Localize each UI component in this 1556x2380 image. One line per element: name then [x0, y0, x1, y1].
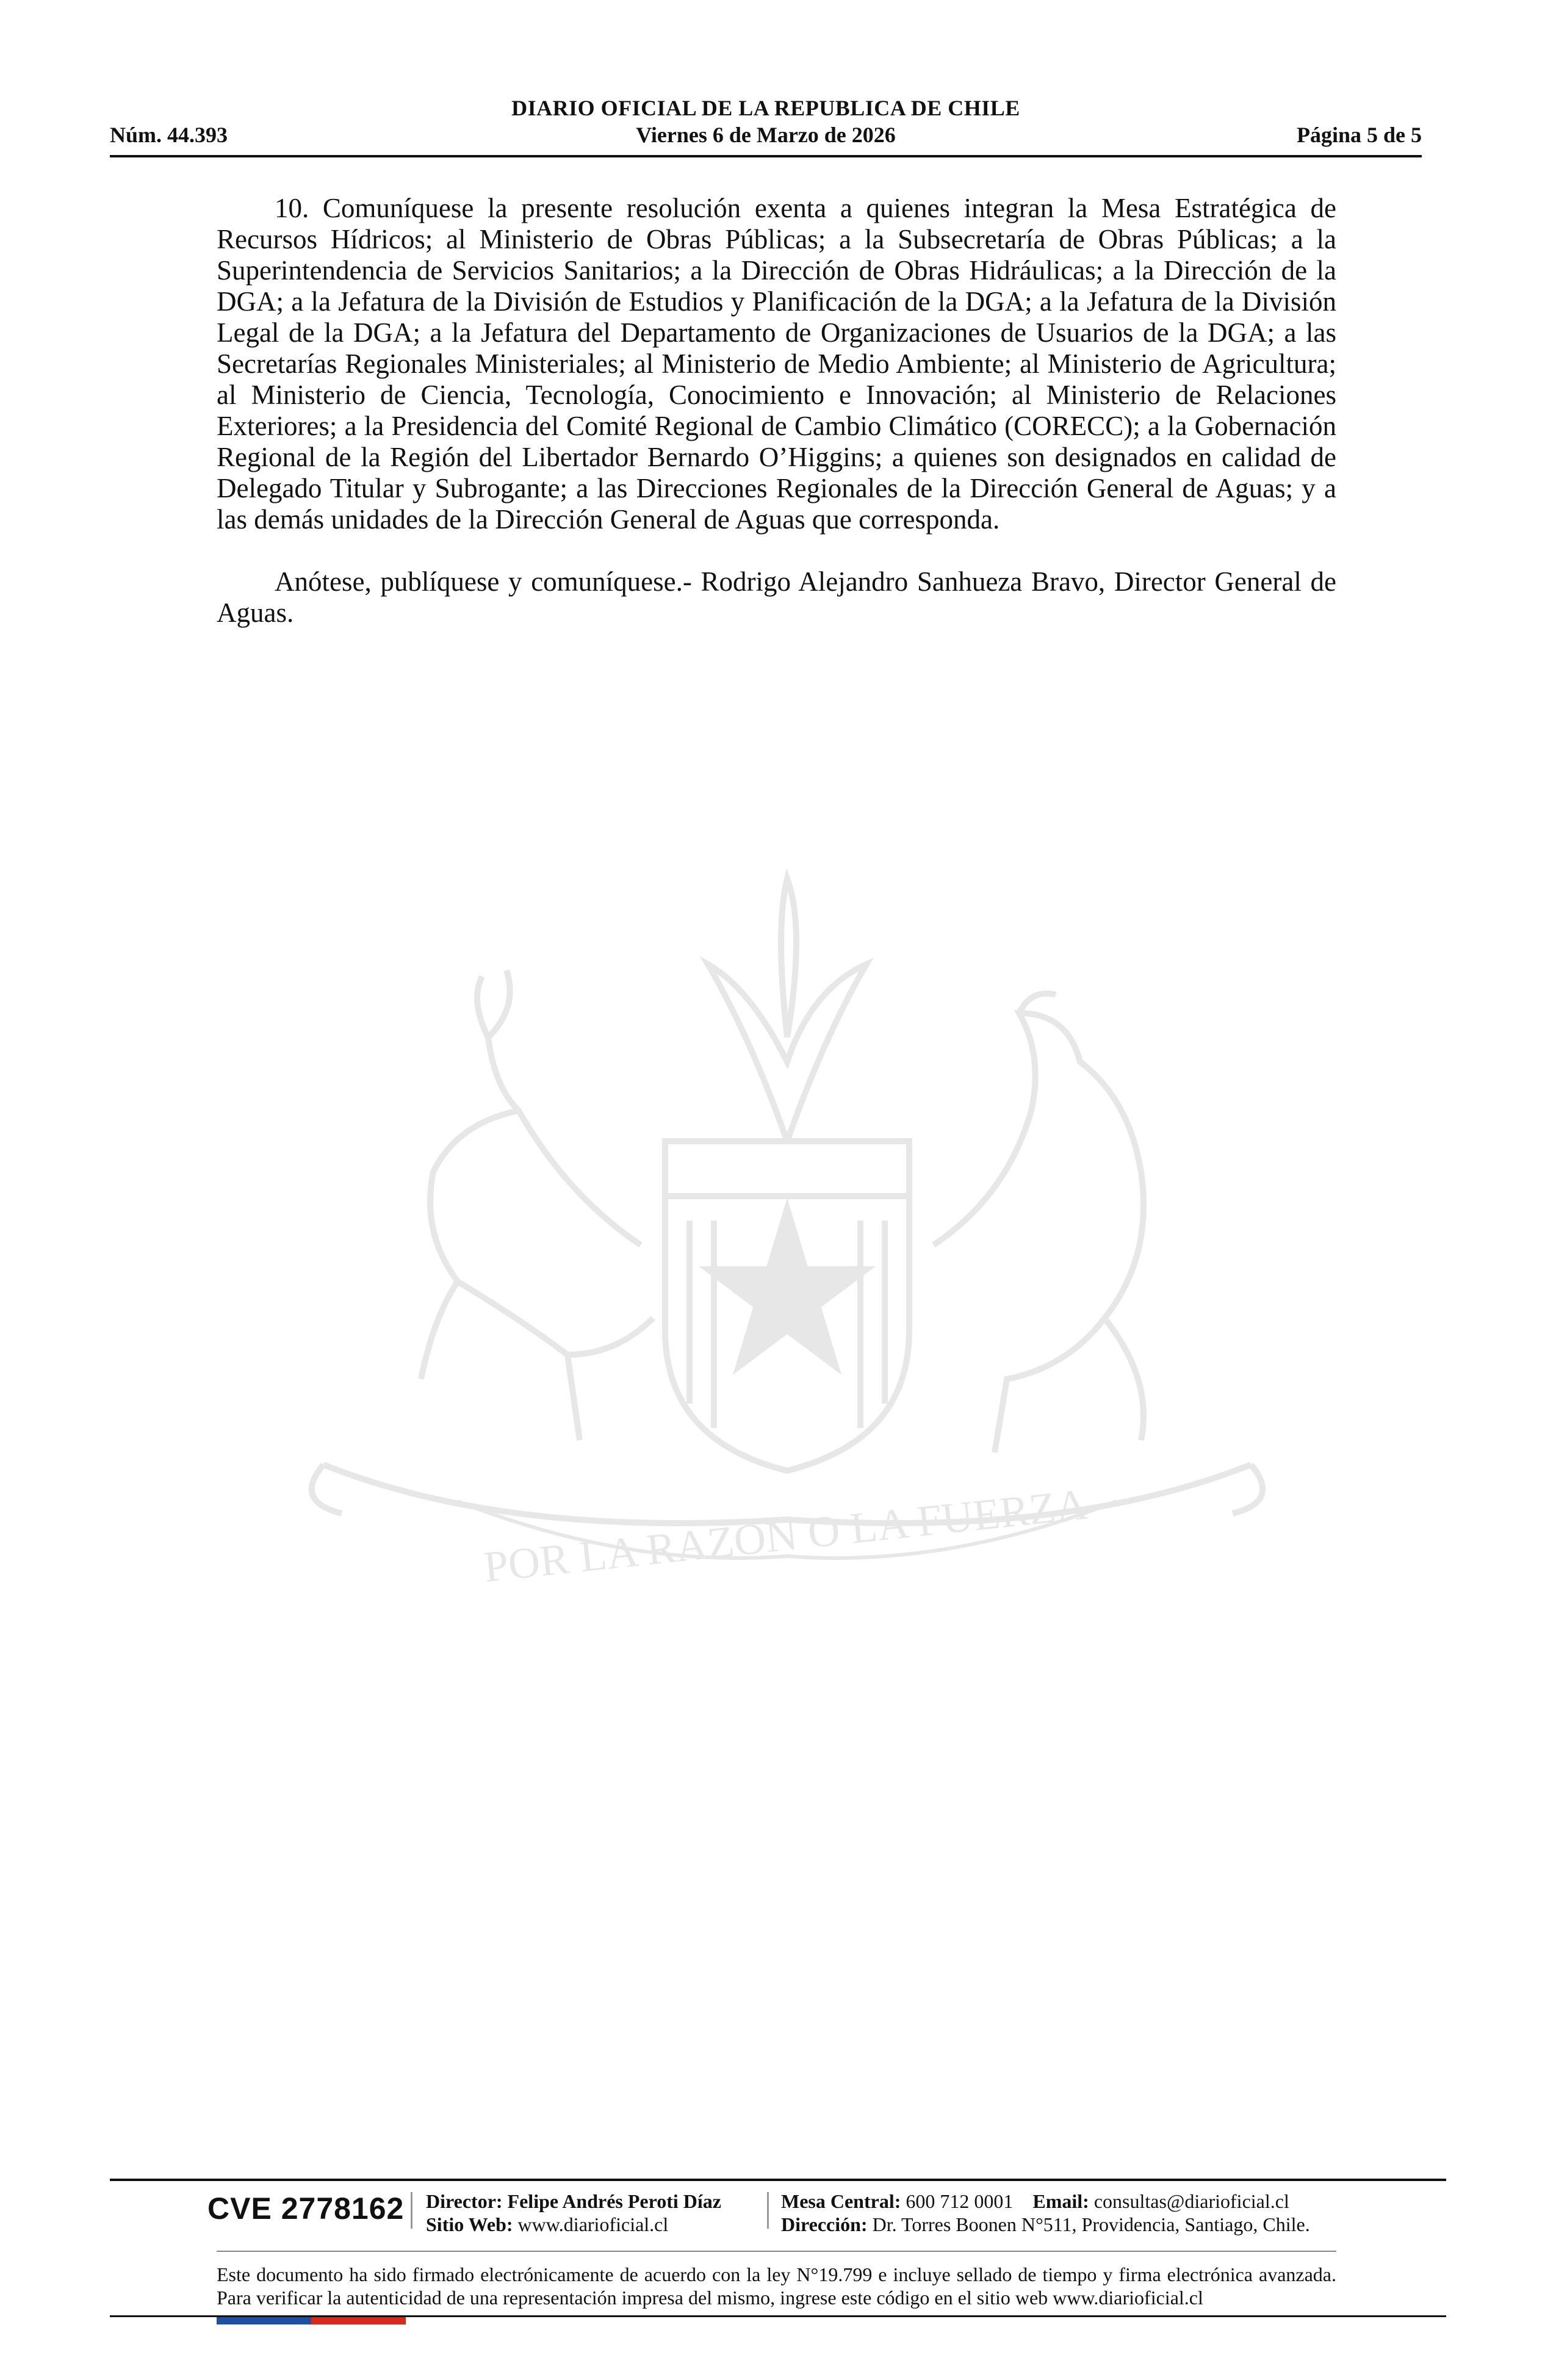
email-label: Email: — [1032, 2190, 1089, 2212]
footer-contact-block — [781, 2190, 1310, 2236]
footer-divider — [110, 2179, 1446, 2181]
flag-red-stripe — [311, 2317, 406, 2324]
issue-date: Viernes 6 de Marzo de 2026 — [636, 123, 896, 147]
website-link[interactable]: www.diarioficial.cl — [517, 2213, 669, 2235]
header-divider — [110, 155, 1422, 157]
issue-number: Núm. 44.393 — [110, 123, 228, 147]
footer-separator — [411, 2192, 412, 2229]
address-value: Dr. Torres Boonen N°511, Providencia, Santiago, Chile. — [872, 2213, 1310, 2235]
signature-notice: Este documento ha sido firmado electrónicamente de acuerdo con la ley N°19.799 e incluye sellado de tiempo y firma electrónica avanzada. Para verificar la autenticidad de una representación impresa del mismo, ingrese este código en el sitio web www.diarioficial.cl — [217, 2263, 1336, 2309]
footer-separator — [767, 2192, 769, 2229]
flag-color-bar — [217, 2317, 406, 2324]
resolution-body — [217, 193, 1336, 629]
director-name: Felipe Andrés Peroti Díaz — [507, 2190, 721, 2212]
director-label: Director: — [426, 2190, 503, 2212]
flag-blue-stripe — [217, 2317, 311, 2324]
paragraph: Anótese, publíquese y comuníquese.- Rodrigo Alejandro Sanhueza Bravo, Director General de Aguas. — [217, 566, 1336, 628]
newspaper-title: DIARIO OFICIAL DE LA REPUBLICA DE CHILE — [511, 96, 1020, 120]
phone-number: 600 712 0001 — [906, 2190, 1014, 2212]
paragraph: 10. Comuníquese la presente resolución exenta a quienes integran la Mesa Estratégica de Recursos Hídricos; al Ministerio de Obras Públicas; a la Subsecretaría de Obras Públicas; a la Superintendencia de Servicios Sanitarios; a la Dirección de Obras Hidráulicas; a la Dirección de la DGA; a la Jefatura de la División de Estudios y Planificación de la DGA; a la Jefatura de la División Legal de la DGA; a la Jefatura del Departamento de Organizaciones de Usuarios de la DGA; a las Secretarías Regionales Ministeriales; al Ministerio de Medio Ambiente; al Ministerio de Agricultura; al Ministerio de Ciencia, Tecnología, Conocimiento e Innovación; al Ministerio de Relaciones Exteriores; a la Presidencia del Comité Regional de Cambio Climático (CORECC); a la Gobernación Regional de la Región del Libertador Bernardo O’Higgins; a quienes son designados en calidad de Delegado Titular y Subrogante; a las Direcciones Regionales de la Dirección General de Aguas; y a las demás unidades de la Dirección General de Aguas que corresponda. — [217, 193, 1336, 535]
page-number: Página 5 de 5 — [1296, 123, 1422, 147]
watermark-motto: POR LA RAZON O LA FUERZA — [481, 1479, 1090, 1592]
cve-code: CVE 2778162 — [207, 2191, 405, 2226]
footer-director-block — [426, 2190, 721, 2236]
phone-label: Mesa Central: — [781, 2190, 901, 2212]
footer-inner-divider — [217, 2251, 1336, 2252]
email-link[interactable]: consultas@diarioficial.cl — [1093, 2190, 1289, 2212]
address-label: Dirección: — [781, 2213, 868, 2235]
coat-of-arms-watermark-icon — [201, 854, 1361, 1660]
website-label: Sitio Web: — [426, 2213, 513, 2235]
